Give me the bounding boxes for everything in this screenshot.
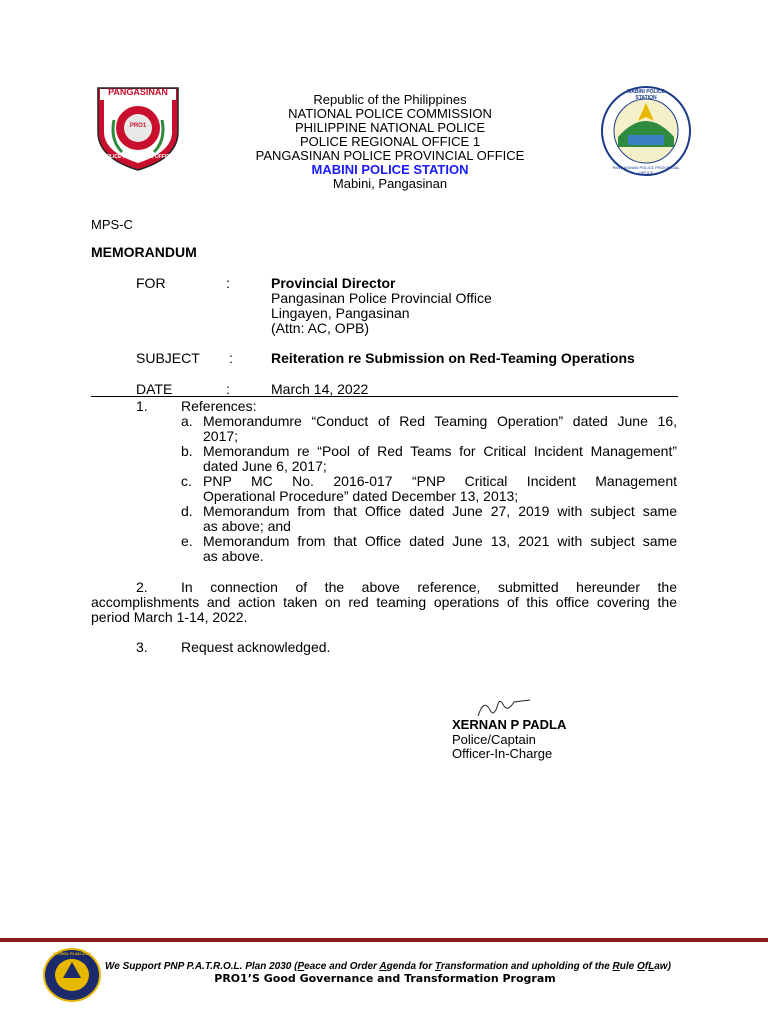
reference-code: MPS-C xyxy=(91,217,133,232)
header-line: PANGASINAN POLICE PROVINCIAL OFFICE xyxy=(255,148,525,163)
footer-slogan-text xyxy=(105,961,671,972)
slogan-initial: O xyxy=(637,961,645,972)
header-line: Republic of the Philippines xyxy=(313,92,467,107)
footer-rule xyxy=(0,938,768,942)
date-label: DATE xyxy=(136,381,173,397)
slogan-segment: eace and Order xyxy=(304,961,380,972)
reference-item xyxy=(181,534,677,564)
reference-line: dated June 6, 2017; xyxy=(203,458,327,474)
subject-text: Reiteration re Submission on Red-Teaming Operations xyxy=(271,350,635,366)
paragraph-2-number: 2. xyxy=(136,579,148,595)
seal-top-text: MABINI POLICE STATION xyxy=(627,89,665,101)
date-colon: : xyxy=(226,381,230,397)
reference-marker: c. xyxy=(181,473,192,489)
reference-line: Memorandum re “Pool of Red Teams for Critical Incident Management” xyxy=(203,443,677,459)
pangasinan-ppo-logo xyxy=(92,80,184,172)
reference-item xyxy=(181,474,677,504)
slogan-initial: R xyxy=(612,961,620,972)
reference-item xyxy=(181,504,677,534)
footer-slogan xyxy=(105,961,671,972)
slogan-segment: f xyxy=(644,961,649,972)
reference-text xyxy=(203,414,677,444)
header-line: PHILIPPINE NATIONAL POLICE xyxy=(295,120,485,135)
reference-line: 2017; xyxy=(203,428,239,444)
footer-program: PRO1’S Good Governance and Transformation Program xyxy=(214,972,556,985)
logo-banner-text: PANGASINAN xyxy=(108,87,168,97)
reference-text xyxy=(203,444,677,474)
paragraph-2-line: In connection of the above reference, submitted hereunder the xyxy=(181,579,677,595)
paragraph-1-title: References: xyxy=(181,398,257,414)
reference-line: Memorandum from that Office dated June 13, 2021 with subject same xyxy=(203,533,677,549)
slogan-initial: P xyxy=(297,961,305,972)
station-location: Mabini, Pangasinan xyxy=(332,176,448,191)
slogan-segment: We Support PNP P.A.T.R.O.L. Plan 2030 ( xyxy=(105,961,298,972)
slogan-initial: L xyxy=(648,961,655,972)
reference-line: Memorandumre “Conduct of Red Teaming Operation” dated June 16, xyxy=(203,413,677,429)
header-divider xyxy=(91,396,678,397)
logo-ring-text: POLICE PROVINCIAL OFFICE xyxy=(102,154,174,160)
reference-text xyxy=(203,474,677,504)
paragraph-2-line: period March 1-14, 2022. xyxy=(91,609,248,625)
subject-label: SUBJECT xyxy=(136,350,200,366)
signatory-position: Officer-In-Charge xyxy=(452,746,553,761)
reference-marker: a. xyxy=(181,413,193,429)
reference-item xyxy=(181,414,677,444)
reference-line: as above. xyxy=(203,548,264,564)
date-value: March 14, 2022 xyxy=(271,381,369,397)
seal-text: PATROL PLAN 2030 xyxy=(53,951,91,956)
slogan-initial: A xyxy=(379,961,387,972)
reference-marker: e. xyxy=(181,533,193,549)
paragraph-1-number: 1. xyxy=(136,398,148,414)
for-address-line: Pangasinan Police Provincial Office xyxy=(271,290,492,306)
reference-marker: b. xyxy=(181,443,193,459)
slogan-segment: aw) xyxy=(654,961,671,972)
header-line: NATIONAL POLICE COMMISSION xyxy=(288,106,492,121)
mabini-police-station-seal xyxy=(600,85,692,177)
reference-line: PNP MC No. 2016-017 “PNP Critical Incident Management xyxy=(203,473,677,489)
reference-text xyxy=(203,504,677,534)
for-address-line: Lingayen, Pangasinan xyxy=(271,305,410,321)
seal-bottom-text: PANGASINAN POLICE PROVINCIAL OFFICE xyxy=(612,165,680,175)
reference-line: Operational Procedure” dated December 13, 2013; xyxy=(203,488,519,504)
paragraph-2-line: accomplishments and action taken on red teaming operations of this office covering the xyxy=(91,594,677,610)
signatory-name: XERNAN P PADLA xyxy=(452,717,567,732)
reference-marker: d. xyxy=(181,503,193,519)
station-name: MABINI POLICE STATION xyxy=(311,162,469,177)
for-colon: : xyxy=(226,275,230,291)
reference-text xyxy=(203,534,677,564)
for-label: FOR xyxy=(136,275,166,291)
document-type: MEMORANDUM xyxy=(91,244,197,260)
for-address-line: (Attn: AC, OPB) xyxy=(271,320,370,336)
logo-center-text: PRO1 xyxy=(129,123,147,129)
reference-line: as above; and xyxy=(203,518,291,534)
patrol-plan-seal xyxy=(43,948,101,1002)
subject-colon: : xyxy=(229,350,233,366)
paragraph-3-number: 3. xyxy=(136,639,148,655)
signatory-rank: Police/Captain xyxy=(452,732,536,747)
reference-item xyxy=(181,444,677,474)
slogan-segment: ule xyxy=(619,961,637,972)
letterhead xyxy=(200,93,580,191)
slogan-initial: T xyxy=(434,961,441,972)
slogan-segment: genda for xyxy=(386,961,435,972)
slogan-segment: ransformation and upholding of the xyxy=(440,961,613,972)
reference-line: Memorandum from that Office dated June 27, 2019 with subject same xyxy=(203,503,677,519)
paragraph-3-text: Request acknowledged. xyxy=(181,639,331,655)
header-line: POLICE REGIONAL OFFICE 1 xyxy=(299,134,481,149)
for-addressee: Provincial Director xyxy=(271,275,396,291)
